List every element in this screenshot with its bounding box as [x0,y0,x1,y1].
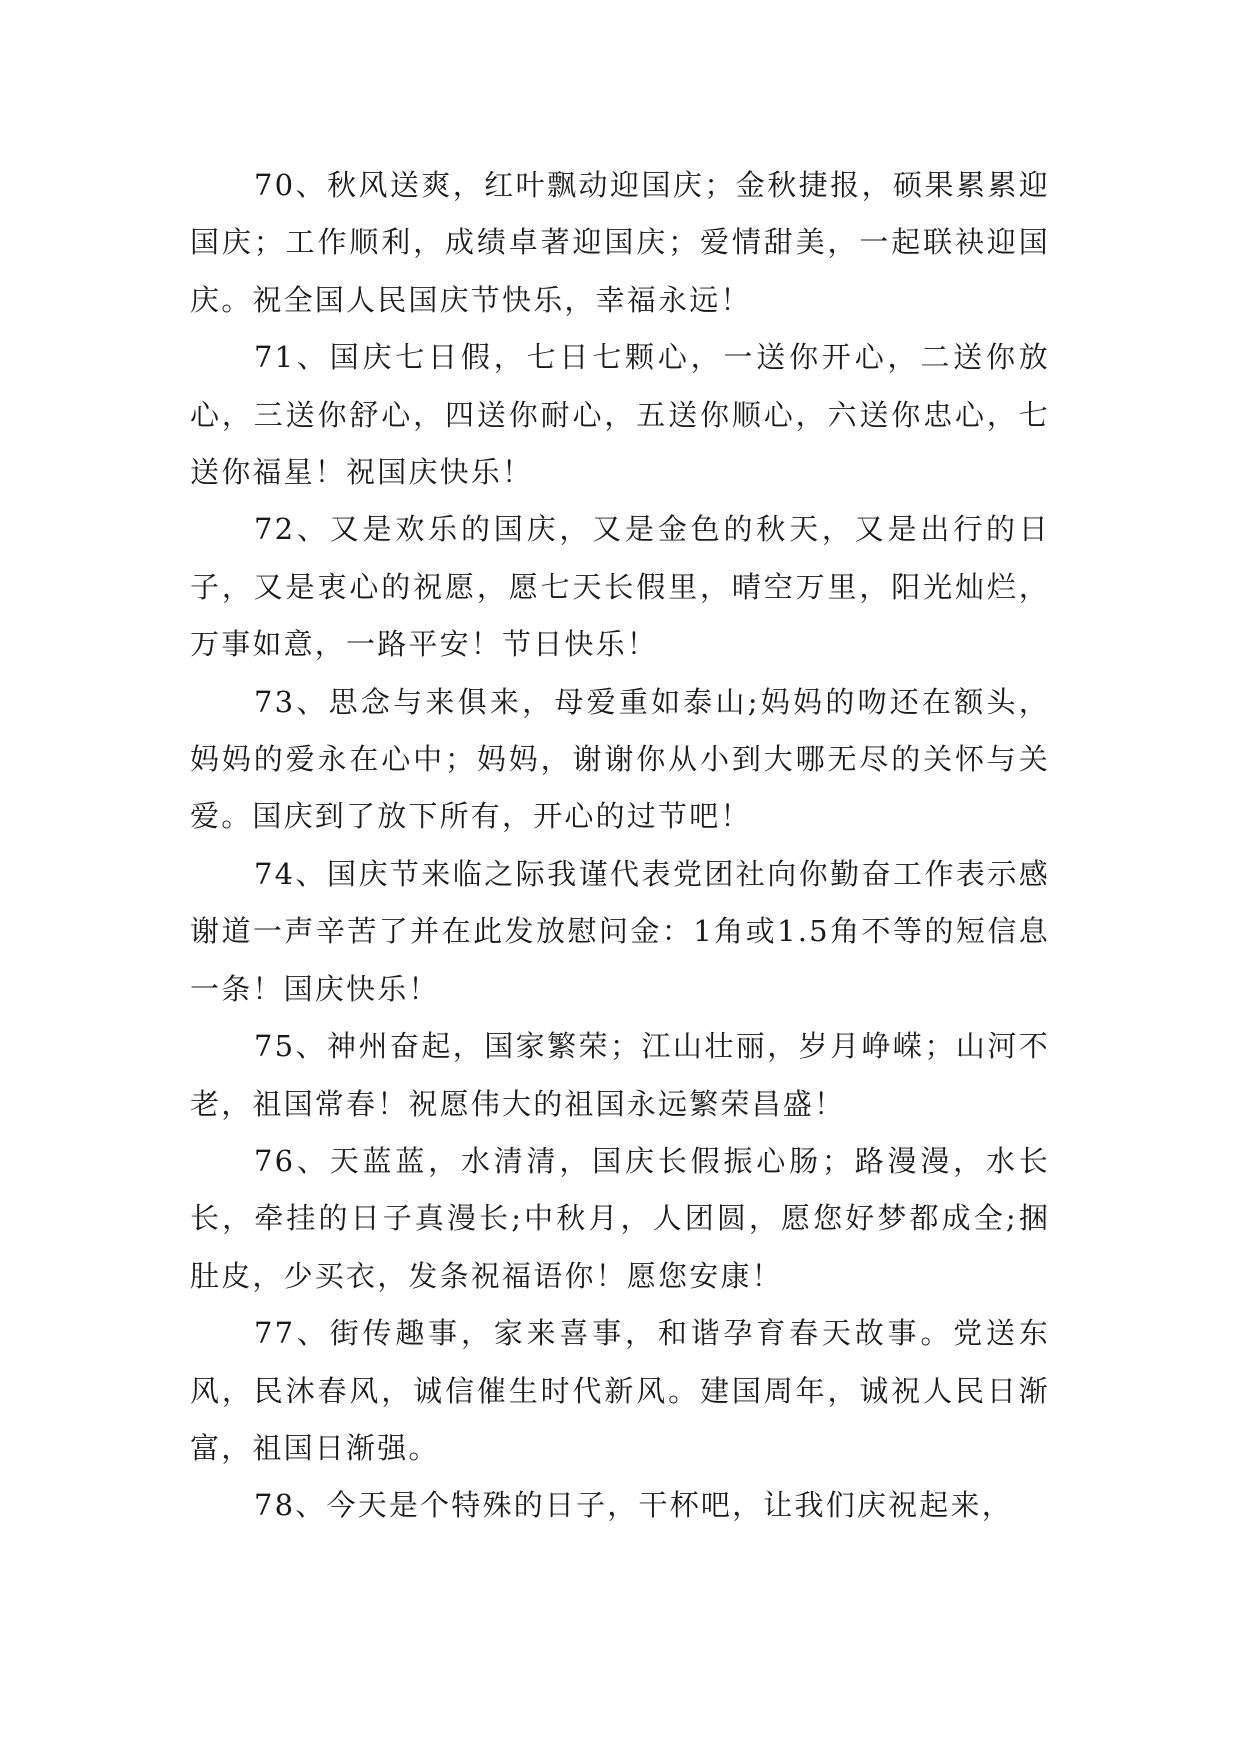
paragraph-78: 78、今天是个特殊的日子，干杯吧，让我们庆祝起来， [254,1488,1013,1523]
paragraph-74: 74、国庆节来临之际我谨代表党团社向你勤奋工作表示感谢道一声辛苦了并在此发放慰问金：1角或1.5角不等的短信息一条！国庆快乐！ [190,856,1050,1006]
paragraph-77: 77、街传趣事，家来喜事，和谐孕育春天故事。党送东风，民沐春风，诚信催生时代新风。建国周年，诚祝人民日渐富，祖国日渐强。 [190,1316,1050,1465]
paragraph-70: 70、秋风送爽，红叶飘动迎国庆；金秋捷报，硕果累累迎国庆；工作顺利，成绩卓著迎国庆；爱情甜美，一起联袂迎国庆。祝全国人民国庆节快乐，幸福永远！ [190,168,1050,317]
paragraph-72: 72、又是欢乐的国庆，又是金色的秋天，又是出行的日子，又是衷心的祝愿，愿七天长假里，晴空万里，阳光灿烂，万事如意，一路平安！节日快乐！ [190,512,1050,662]
paragraph-75: 75、神州奋起，国家繁荣；江山壮丽，岁月峥嵘；山河不老，祖国常春！祝愿伟大的祖国永远繁荣昌盛！ [190,1029,1050,1121]
document-body [190,157,1050,1535]
paragraph-71: 71、国庆七日假，七日七颗心，一送你开心，二送你放心，三送你舒心，四送你耐心，五送你顺心，六送你忠心，七送你福星！祝国庆快乐！ [190,340,1050,490]
paragraph-73: 73、思念与来俱来，母爱重如泰山;妈妈的吻还在额头，妈妈的爱永在心中；妈妈，谢谢你从小到大哪无尽的关怀与关爱。国庆到了放下所有，开心的过节吧！ [190,684,1050,834]
paragraph-76: 76、天蓝蓝，水清清，国庆长假振心肠；路漫漫，水长长，牵挂的日子真漫长;中秋月，人团圆，愿您好梦都成全;捆肚皮，少买衣，发条祝福语你！愿您安康！ [190,1143,1050,1293]
